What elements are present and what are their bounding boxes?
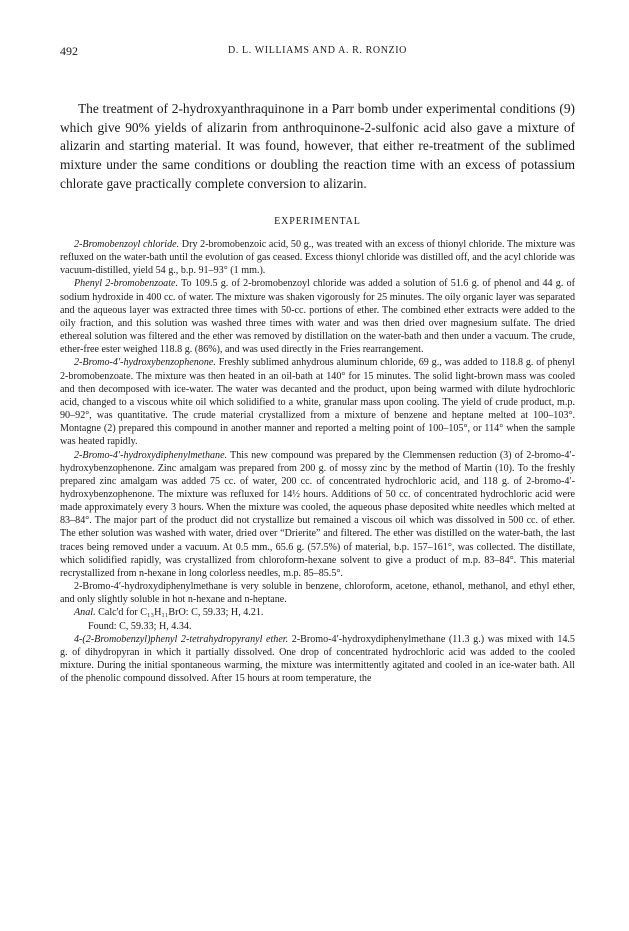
paragraph-title: Phenyl 2-bromobenzoate. [74, 278, 179, 290]
paragraph-text: 2-Bromo-4′-hydroxydiphenylmethane is very soluble in benzene, chloroform, acetone, ethanol, methanol, and ethyl ether, and only slightly soluble in hot n-hexane and n-heptane. [60, 581, 575, 606]
paragraph-title: 2-Bromo-4′-hydroxybenzophenone. [74, 357, 216, 369]
paragraph-title: 2-Bromo-4′-hydroxydiphenylmethane. [74, 449, 228, 461]
page-number: 492 [60, 44, 78, 58]
body-paragraph [60, 238, 575, 277]
paragraph-text: Freshly sublimed anhydrous aluminum chloride, 69 g., was added to 118.8 g. of phenyl 2-bromobenzoate. The mixture was then heated in an oil-bath at 140° for 15 minutes. The solid light-brown mass was cooled and then decomposed with ice-water. The water was decanted and the product, upon being warmed with dilute hydrochloric acid, changed to a viscous white oil which solidified to a white, granular mass upon cooling. The yield of crude product, m.p. 90–92°, was quantitative. The crude material crystallized from a mixture of benzene and heptane melted at 100–103°. Montagne (2) prepared this compound in another manner and reported a melting point of 100–105°, or 114° when the sample was heated rapidly. [60, 357, 575, 448]
paragraph-text: Found: C, 59.33; H, 4.34. [88, 620, 192, 632]
paragraph-text: 2-Bromo-4′-hydroxydiphenylmethane (11.3 g.) was mixed with 14.5 g. of dihydropyran in which it partially dissolved. One drop of concentrated hydrochloric acid was added to the cooled mixture. During the initial spontaneous warming, the mixture was intermittently agitated and cooled in an ice-water bath. All of the phenolic compound dissolved. After 15 hours at room temperature, the [60, 633, 575, 685]
section-heading: EXPERIMENTAL [274, 216, 361, 227]
body-paragraph [60, 620, 575, 633]
running-title: D. L. WILLIAMS AND A. R. RONZIO [228, 45, 407, 56]
paragraph-title: 2-Bromobenzoyl chloride. [74, 239, 180, 250]
paragraph-title: Anal. [74, 607, 96, 619]
paragraph-text: To 109.5 g. of 2-bromobenzoyl chloride was added a solution of 51.6 g. of phenol and 44 g. of sodium hydroxide in 400 cc. of water. The mixture was shaken vigorously for 25 minutes. The oily organic layer was separated and the aqueous layer was extracted three times with 50-cc. portions of ether. The combined ether extracts were added to the oily fraction, and this solution was washed three times with water and was then dried over magnesium sulfate. The dried ethereal solution was filtered and the ether was removed by distillation on the water-bath and then under a vacuum. The crude, ether-free ester weighed 118.8 g. (86%), and was used directly in the Fries rearrangement. [60, 278, 575, 356]
body-paragraph [60, 580, 575, 606]
experimental-body [60, 238, 575, 685]
body-paragraph [60, 356, 575, 448]
body-paragraph [60, 633, 575, 686]
paragraph-text: Calc'd for C₁₃H₁₁BrO: C, 59.33; H, 4.21. [95, 607, 264, 619]
paragraph-title: 4-(2-Bromobenzyl)phenyl 2-tetrahydropyranyl ether. [74, 633, 289, 645]
paragraph-text: Dry 2-bromobenzoic acid, 50 g., was treated with an excess of thionyl chloride. The mixture was refluxed on the water-bath until the evolution of gas ceased. Excess thionyl chloride was distilled off, and the acyl chloride was vacuum-distilled, yield 54 g., b.p. 91–93° (1 mm.). [60, 239, 576, 277]
body-paragraph [60, 449, 575, 581]
page-header [60, 44, 575, 60]
paragraph-text: This new compound was prepared by the Clemmensen reduction (3) of 2-bromo-4′-hydroxybenzophenone. Zinc amalgam was prepared from 200 g. of mossy zinc by the method of Martin (10). To the freshly prepared zinc amalgam was added 75 cc. of water, 200 cc. of concentrated hydrochloric acid, and 118 g. of 2-bromo-4′-hydroxybenzophenone. The mixture was refluxed for 14½ hours. Additions of 50 cc. of concentrated hydrochloric acid were made approximately every 3 hours. When the mixture was cooled, the aqueous phase deposited white needles which melted at 83–84°. The major part of the product did not crystallize but remained a viscous oil which was dissolved in 500 cc. of ether. The ether solution was washed with water, dried over “Drierite” and filtered. The ether was distilled on the water-bath, the last traces being removed under a vacuum. At 0.5 mm., 65.6 g. (57.5%) of material, b.p. 157–161°, was collected. The distillate, which solidified rapidly, was crystallized from chloroform-hexane solvent to give a product of m.p. 83–84°. This material recrystallized from n-hexane in long colorless needles, m.p. 85–85.5°. [60, 449, 575, 579]
body-paragraph [60, 277, 575, 356]
body-paragraph [60, 606, 575, 619]
intro-paragraph: The treatment of 2-hydroxyanthraquinone in a Parr bomb under experimental conditions (9) which give 90% yields of alizarin from anthroquinone-2-sulfonic acid also gave a mixture of alizarin and starting material. It was found, however, that either re-treatment of the sublimed mixture under the same conditions or doubling the reaction time with an excess of potassium chlorate gave practically complete conversion to alizarin. [60, 101, 575, 191]
